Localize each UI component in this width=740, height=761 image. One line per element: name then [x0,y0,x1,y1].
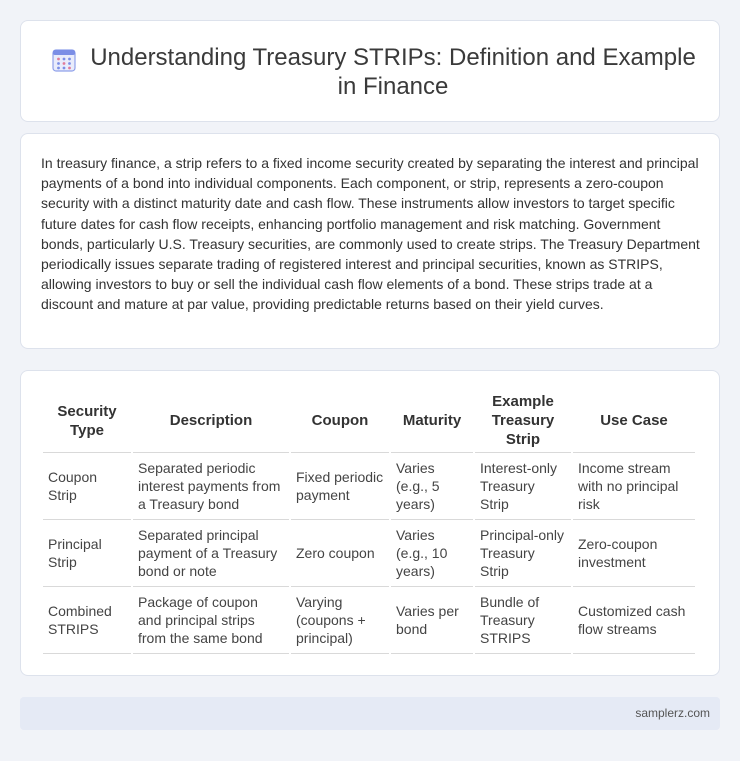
table-row [43,520,695,587]
table-cell: Varies (e.g., 5 years) [391,453,473,520]
table-cell: Coupon Strip [43,453,131,520]
table-cell: Customized cash flow streams [573,587,695,654]
table-cell: Principal-only Treasury Strip [475,520,571,587]
table-cell: Income stream with no principal risk [573,453,695,520]
table-cell: Principal Strip [43,520,131,587]
header-security-type: Security Type [43,389,131,453]
table-cell: Bundle of Treasury STRIPS [475,587,571,654]
header-maturity: Maturity [391,389,473,453]
header-card [20,20,720,122]
table-header-row [43,389,695,453]
header-example-strip: Example Treasury Strip [475,389,571,453]
table-row [43,587,695,654]
table-cell: Fixed periodic payment [291,453,389,520]
table-cell: Varies per bond [391,587,473,654]
table-cell: Combined STRIPS [43,587,131,654]
table-cell: Varying (coupons + principal) [291,587,389,654]
table-cell: Zero coupon [291,520,389,587]
page-title: Understanding Treasury STRIPs: Definition and Example in Finance [90,44,696,100]
strips-table [41,389,697,654]
calendar-grid-icon [51,47,77,73]
header-description: Description [133,389,289,453]
intro-paragraph: In treasury finance, a strip refers to a fixed income security created by separating the interest and principal payments of a bond into individual components. Each component, or strip, represents a zero-coupon security with a distinct maturity date and cash flow. These instruments allow investors to target specific future dates for cash flow receipts, enhancing portfolio management and risk matching. Government bonds, particularly U.S. Treasury securities, are commonly used to create strips. The Treasury Department periodically issues separate trading of registered interest and principal securities, known as STRIPS, allowing investors to buy or sell the individual cash flow elements of a bond. These strips trade at a discount and mature at par value, providing predictable returns based on their yield curves. [41,155,700,313]
header-use-case: Use Case [573,389,695,453]
table-cell: Zero-coupon investment [573,520,695,587]
intro-card [20,133,720,349]
table-cell: Separated principal payment of a Treasury bond or note [133,520,289,587]
table-cell: Package of coupon and principal strips from the same bond [133,587,289,654]
footer-site-link[interactable]: samplerz.com [635,706,710,720]
table-cell: Separated periodic interest payments from a Treasury bond [133,453,289,520]
footer-bar [20,697,720,730]
table-cell: Varies (e.g., 10 years) [391,520,473,587]
table-row [43,453,695,520]
header-coupon: Coupon [291,389,389,453]
table-card [20,370,720,676]
table-cell: Interest-only Treasury Strip [475,453,571,520]
